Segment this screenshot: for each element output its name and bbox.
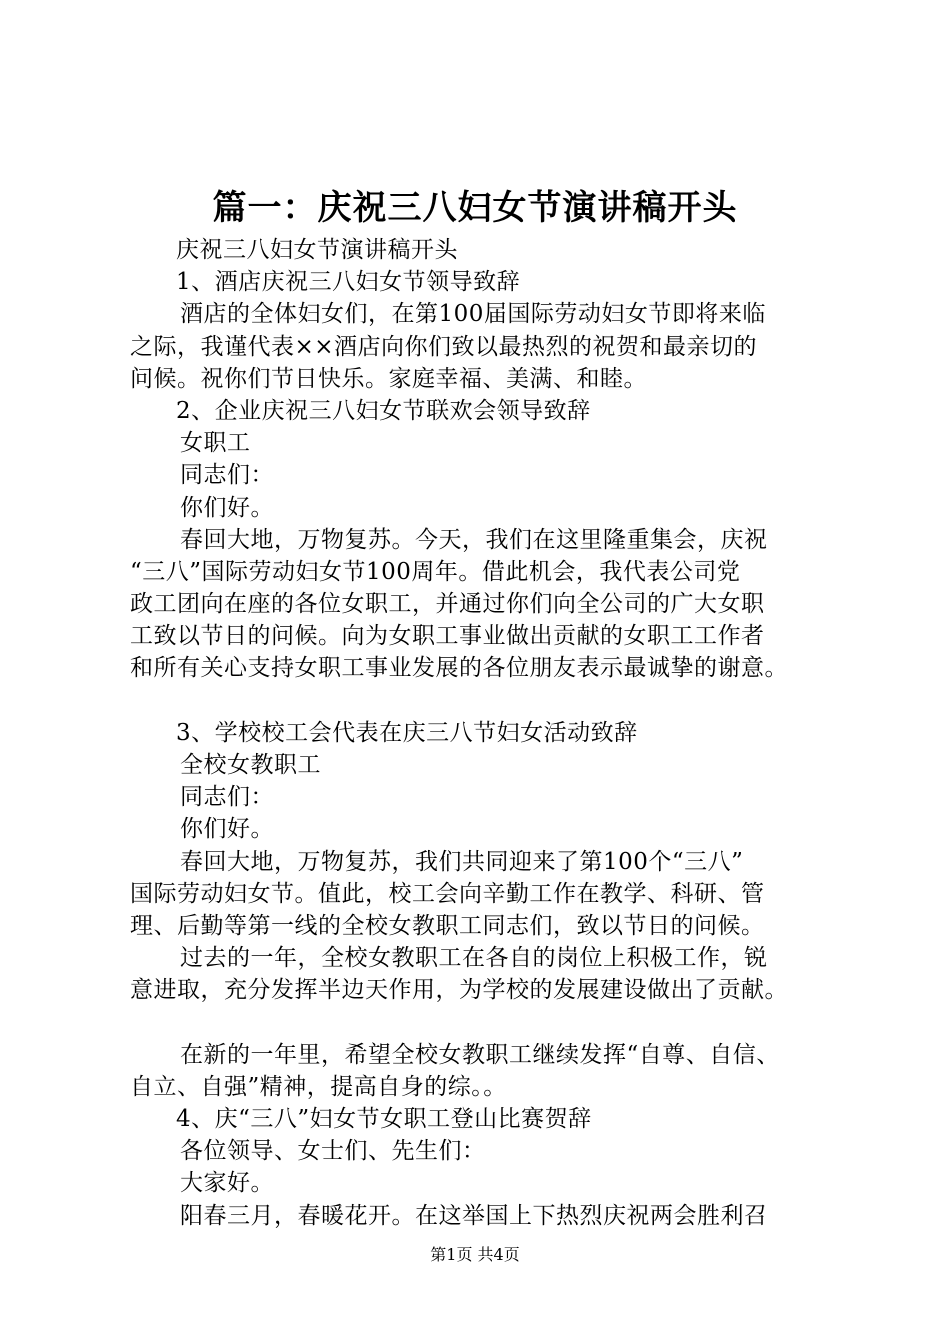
blank-line xyxy=(130,1007,850,1039)
paragraph-line: 国际劳动妇女节。值此，校工会向辛勤工作在教学、科研、管 xyxy=(130,880,765,907)
paragraph-line: 在新的一年里，希望全校女教职工继续发挥“自尊、自信、 xyxy=(180,1041,780,1068)
salutation-line: 女职工 xyxy=(180,430,251,457)
greeting-line: 你们好。 xyxy=(180,494,274,521)
document-body xyxy=(130,234,850,1232)
salutation-line: 各位领导、女士们、先生们： xyxy=(180,1138,486,1165)
paragraph-line: 酒店的全体妇女们，在第100届国际劳动妇女节即将来临 xyxy=(180,301,766,328)
blank-line xyxy=(130,685,850,717)
section-heading-1: 1、酒店庆祝三八妇女节领导致辞 xyxy=(176,269,521,296)
paragraph-line: 春回大地，万物复苏，我们共同迎来了第100个“三八” xyxy=(180,848,744,875)
paragraph-line: 和所有关心支持女职工事业发展的各位朋友表示最诚挚的谢意。 xyxy=(130,655,788,682)
section-heading-3: 3、学校校工会代表在庆三八节妇女活动致辞 xyxy=(176,719,638,746)
paragraph-line: 问候。祝你们节日快乐。家庭幸福、美满、和睦。 xyxy=(130,365,647,392)
document-title: 篇一：庆祝三八妇女节演讲稿开头 xyxy=(212,188,738,228)
paragraph-line: 之际，我谨代表××酒店向你们致以最热烈的祝贺和最亲切的 xyxy=(130,333,758,360)
paragraph-line: 意进取，充分发挥半边天作用，为学校的发展建设做出了贡献。 xyxy=(130,977,788,1004)
paragraph-line: 自立、自强”精神，提高自身的综。。 xyxy=(130,1073,507,1100)
section-heading-4: 4、庆“三八”妇女节女职工登山比赛贺辞 xyxy=(176,1106,592,1133)
subtitle-line: 庆祝三八妇女节演讲稿开头 xyxy=(176,237,458,263)
paragraph-line: “三八”国际劳动妇女节100周年。借此机会，我代表公司党 xyxy=(130,558,741,585)
salutation-line: 同志们： xyxy=(180,784,274,811)
salutation-line: 全校女教职工 xyxy=(180,752,321,778)
paragraph-line: 春回大地，万物复苏。今天，我们在这里隆重集会，庆祝 xyxy=(180,526,768,553)
greeting-line: 大家好。 xyxy=(180,1170,274,1197)
greeting-line: 你们好。 xyxy=(180,816,274,843)
paragraph-line: 工致以节日的问候。向为女职工事业做出贡献的女职工工作者 xyxy=(130,623,765,650)
section-heading-2: 2、企业庆祝三八妇女节联欢会领导致辞 xyxy=(176,397,591,424)
salutation-line: 同志们： xyxy=(180,462,274,489)
paragraph-line: 阳春三月，春暖花开。在这举国上下热烈庆祝两会胜利召 xyxy=(180,1202,768,1229)
paragraph-line: 过去的一年，全校女教职工在各自的岗位上积极工作，锐 xyxy=(180,945,768,972)
paragraph-line: 政工团向在座的各位女职工，并通过你们向全公司的广大女职 xyxy=(130,591,765,618)
paragraph-line: 理、后勤等第一线的全校女教职工同志们，致以节日的问候。 xyxy=(130,912,765,939)
page-footer: 第1页 共4页 xyxy=(430,1245,520,1264)
